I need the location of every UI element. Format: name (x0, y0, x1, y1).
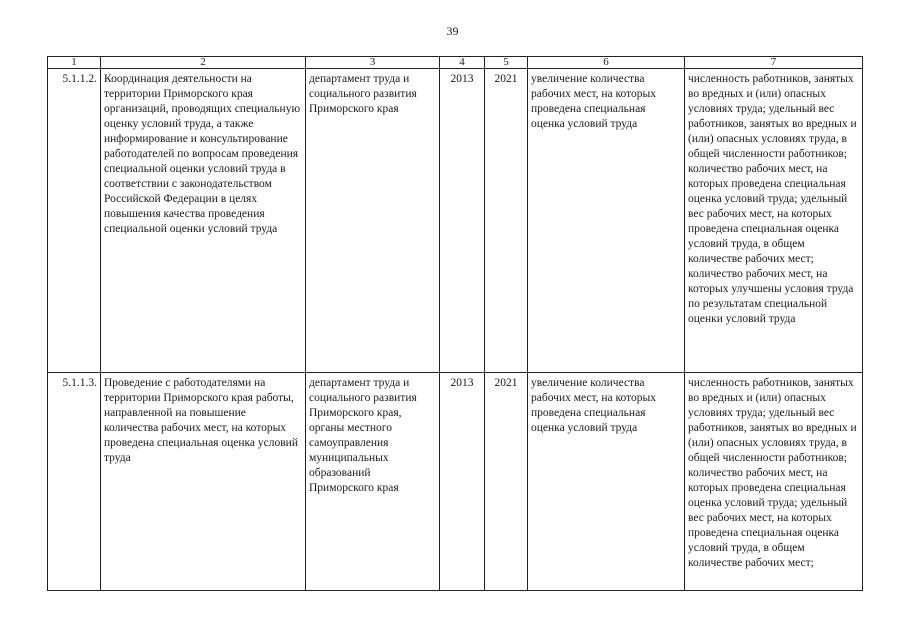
item-number: 5.1.1.3. (48, 373, 101, 591)
activity-cell: Координация деятельности на территории Приморского края организаций, проводящих специальную оценку условий труда, а также информирование и консультирование работодателей по вопросам проведения специальной оценки условий труда в соответствии с законодательством Российской Федерации в целях повышения качества проведения специальной оценки условий труда (101, 69, 306, 373)
end-year-cell: 2021 (485, 373, 528, 591)
page-number: 39 (446, 24, 459, 38)
executor-cell: департамент труда и социального развития Приморского края (306, 69, 440, 373)
column-header-2: 2 (101, 57, 306, 69)
column-header-1: 1 (48, 57, 101, 69)
result-cell: увеличение количества рабочих мест, на которых проведена специальная оценка условий труда (528, 373, 685, 591)
column-header-7: 7 (685, 57, 863, 69)
column-header-6: 6 (528, 57, 685, 69)
measures-table (47, 56, 863, 591)
indicators-cell: численность работников, занятых во вредных и (или) опасных условиях труда; удельный вес работников, занятых во вредных и (или) опасных условиях труда, в общей численности работников; количество рабочих мест, на которых проведена специальная оценка условий труда; удельный вес рабочих мест, на которых проведена специальная оценка условий труда, в общем количестве рабочих мест; количество рабочих мест, на которых улучшены условия труда по результатам специальной оценки условий труда (685, 69, 863, 373)
indicators-cell: численность работников, занятых во вредных и (или) опасных условиях труда; удельный вес работников, занятых во вредных и (или) опасных условиях труда, в общей численности работников; количество рабочих мест, на которых проведена специальная оценка условий труда; удельный вес рабочих мест, на которых проведена специальная оценка условий труда, в общем количестве рабочих мест; (685, 373, 863, 591)
column-header-3: 3 (306, 57, 440, 69)
result-cell: увеличение количества рабочих мест, на которых проведена специальная оценка условий труда (528, 69, 685, 373)
end-year-cell: 2021 (485, 69, 528, 373)
table-row (48, 69, 863, 373)
column-header-4: 4 (440, 57, 485, 69)
item-number: 5.1.1.2. (48, 69, 101, 373)
start-year-cell: 2013 (440, 69, 485, 373)
header-row (48, 57, 863, 69)
column-header-5: 5 (485, 57, 528, 69)
executor-cell: департамент труда и социального развития Приморского края, органы местного самоуправления муниципальных образований Приморского края (306, 373, 440, 591)
activity-cell: Проведение с работодателями на территории Приморского края работы, направленной на повышение количества рабочих мест, на которых проведена специальная оценка условий труда (101, 373, 306, 591)
start-year-cell: 2013 (440, 373, 485, 591)
table-row (48, 373, 863, 591)
